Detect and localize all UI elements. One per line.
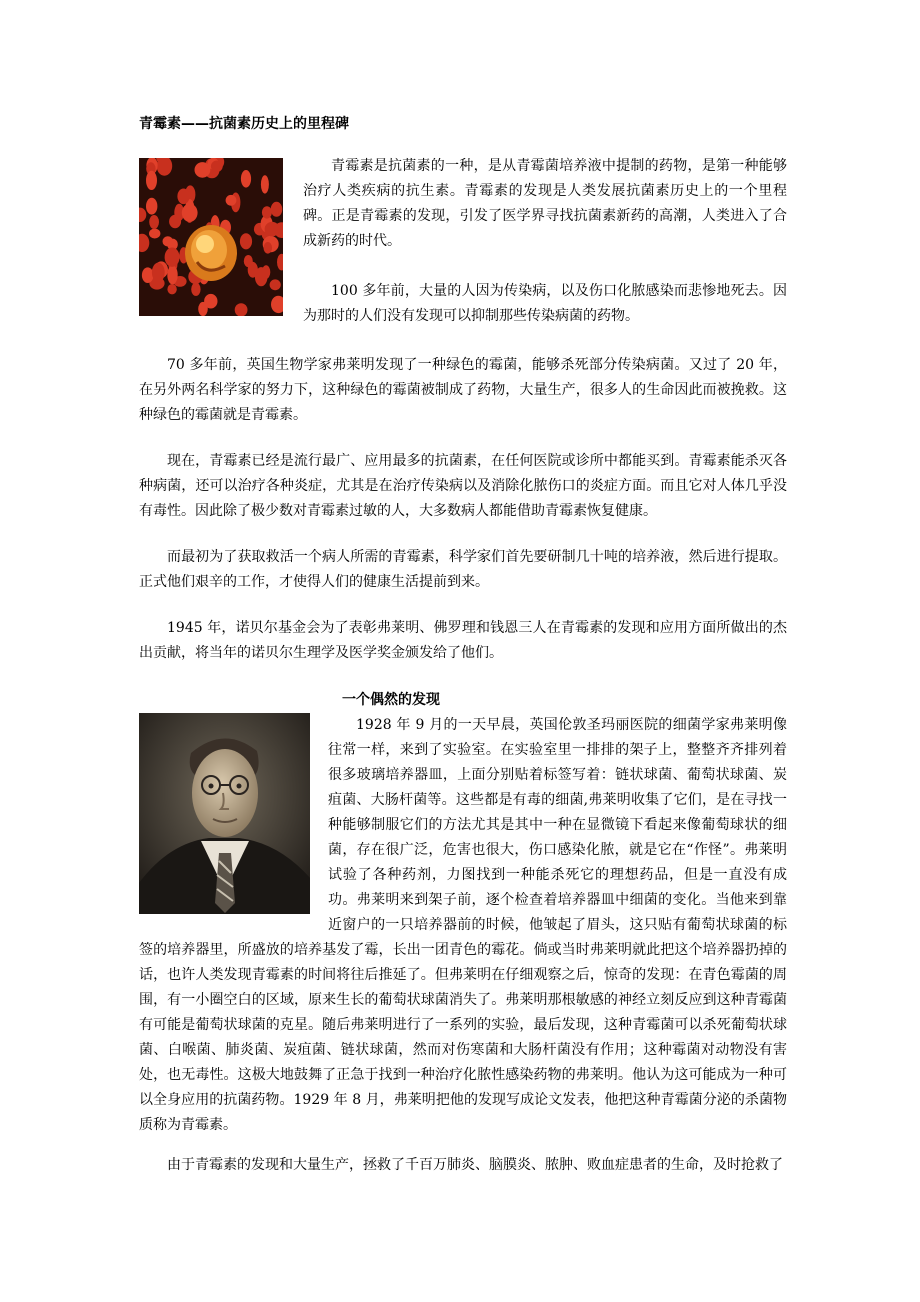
culture-cell bbox=[152, 263, 165, 283]
culture-cell bbox=[204, 294, 217, 309]
document-title: 青霉素——抗菌素历史上的里程碑 bbox=[139, 116, 349, 132]
culture-cell bbox=[270, 279, 281, 290]
culture-cell bbox=[146, 171, 157, 190]
culture-cell bbox=[191, 283, 200, 296]
culture-cell bbox=[264, 242, 273, 254]
culture-cell bbox=[149, 229, 160, 239]
culture-cell bbox=[167, 265, 177, 284]
culture-cell bbox=[265, 222, 280, 236]
section-paragraph: 1928 年 9 月的一天早晨，英国伦敦圣玛丽医院的细菌学家弗莱明像往常一样，来到了实验室。在实验室里一排排的架子上，整整齐齐排列着很多玻璃培养器皿，上面分别贴着标签写着：链状球菌、葡萄状球菌、炭疽菌、大肠杆菌等。这些都是有毒的细菌,弗莱明收集了它们，是在寻找一种能够制服它们的方法尤其是其中一种在显微镜下看起来像葡萄球状的细菌，存在很广泛，危害也很大，伤口感染化脓，就是它在“作怪”。弗莱明试验了各种药剂，力图找到一种能杀死它的理想药品，但是一直没有成功。弗莱明来到架子前，逐个检查着培养器皿中细菌的变化。当他来到靠近窗户的一只培养器前的时候，他皱起了眉头，这只贴有葡萄状球菌的标签的培养器里，所盛放的培养基发了霉，长出一团青色的霉花。倘或当时弗莱明就此把这个培养器扔掉的话，也许人类发现青霉素的时间将往后推延了。但弗莱明在仔细观察之后，惊奇的发现：在青色霉菌的周围，有一小圈空白的区域，原来生长的葡萄状球菌消失了。弗莱明那根敏感的神经立刻反应到这种青霉菌有可能是葡萄状球菌的克星。随后弗莱明进行了一系列的实验，最后发现，这种青霉菌可以杀死葡萄状球菌、白喉菌、肺炎菌、炭疽菌、链状球菌，然而对伤寒菌和大肠杆菌没有作用；这种霉菌对动物没有害处，也无毒性。这极大地鼓舞了正急于找到一种治疗化脓性感染药物的弗莱明。他认为这可能成为一种可以全身应用的抗菌药物。1929 年 8 月，弗莱明把他的发现写成论文发表，他把这种青霉菌分泌的杀菌物质称为青霉素。 bbox=[139, 717, 787, 1133]
portrait-graphic bbox=[139, 713, 310, 914]
culture-graphic bbox=[139, 158, 283, 316]
culture-cell bbox=[211, 161, 223, 173]
culture-cell bbox=[146, 198, 157, 215]
culture-cell bbox=[165, 248, 180, 267]
penicillium-culture-photo bbox=[139, 158, 283, 316]
section-heading: 一个偶然的发现 bbox=[342, 692, 440, 708]
section-block bbox=[139, 713, 787, 1138]
paragraph-4: 现在，青霉素已经是流行最广、应用最多的抗菌素，在任何医院或诊所中都能买到。青霉素能杀灭各种病菌，还可以治疗各种炎症，尤其是在治疗传染病以及消除化脓伤口的炎症方面。而且它对人体几乎没有毒性。因此除了极少数对青霉素过敏的人，大多数病人都能借助青霉素恢复健康。 bbox=[139, 453, 787, 519]
paragraph-3: 70 多年前，英国生物学家弗莱明发现了一种绿色的霉菌，能够杀死部分传染病菌。又过了 20 年，在另外两名科学家的努力下，这种绿色的霉菌被制成了药物，大量生产，很多人的生命因此而被挽救。这种绿色的霉菌就是青霉素。 bbox=[139, 357, 787, 423]
culture-cell bbox=[261, 175, 269, 193]
paragraph-6: 1945 年，诺贝尔基金会为了表彰弗莱明、佛罗理和钱恩三人在青霉素的发现和应用方面所做出的杰出贡献，将当年的诺贝尔生理学及医学奖金颁发给了他们。 bbox=[139, 620, 787, 661]
culture-cell bbox=[235, 303, 248, 316]
culture-cell bbox=[262, 206, 272, 218]
culture-cell bbox=[167, 284, 176, 294]
culture-cell bbox=[271, 202, 283, 217]
paragraph-2: 100 多年前，大量的人因为传染病，以及伤口化脓感染而悲惨地死去。因为那时的人们没有发现可以抑制那些传染病菌的药物。 bbox=[303, 283, 787, 324]
scientist-portrait-photo bbox=[139, 713, 310, 914]
culture-cell bbox=[177, 189, 189, 205]
paragraph-5: 而最初为了获取救活一个病人所需的青霉素，科学家们首先要研制几十吨的培养液，然后进行提取。正式他们艰辛的工作，才使得人们的健康生活提前到来。 bbox=[139, 549, 787, 590]
culture-cell bbox=[241, 170, 251, 188]
culture-cell bbox=[182, 204, 198, 222]
culture-cell bbox=[163, 236, 174, 246]
last-paragraph: 由于青霉素的发现和大量生产，拯救了千百万肺炎、脑膜炎、脓肿、败血症患者的生命，及时抢救了 bbox=[167, 1157, 783, 1173]
paragraph-1: 青霉素是抗菌素的一种，是从青霉菌培养液中提制的药物，是第一种能够治疗人类疾病的抗生素。青霉素的发现是人类发展抗菌素历史上的一个里程碑。正是青霉素的发现，引发了医学界寻找抗菌素新药的高潮，人类进入了合成新药的时代。 bbox=[303, 158, 787, 249]
culture-cell bbox=[226, 195, 237, 206]
culture-cell bbox=[240, 233, 252, 249]
culture-cell bbox=[149, 215, 159, 229]
culture-cell bbox=[255, 267, 268, 286]
intro-block bbox=[139, 154, 787, 329]
